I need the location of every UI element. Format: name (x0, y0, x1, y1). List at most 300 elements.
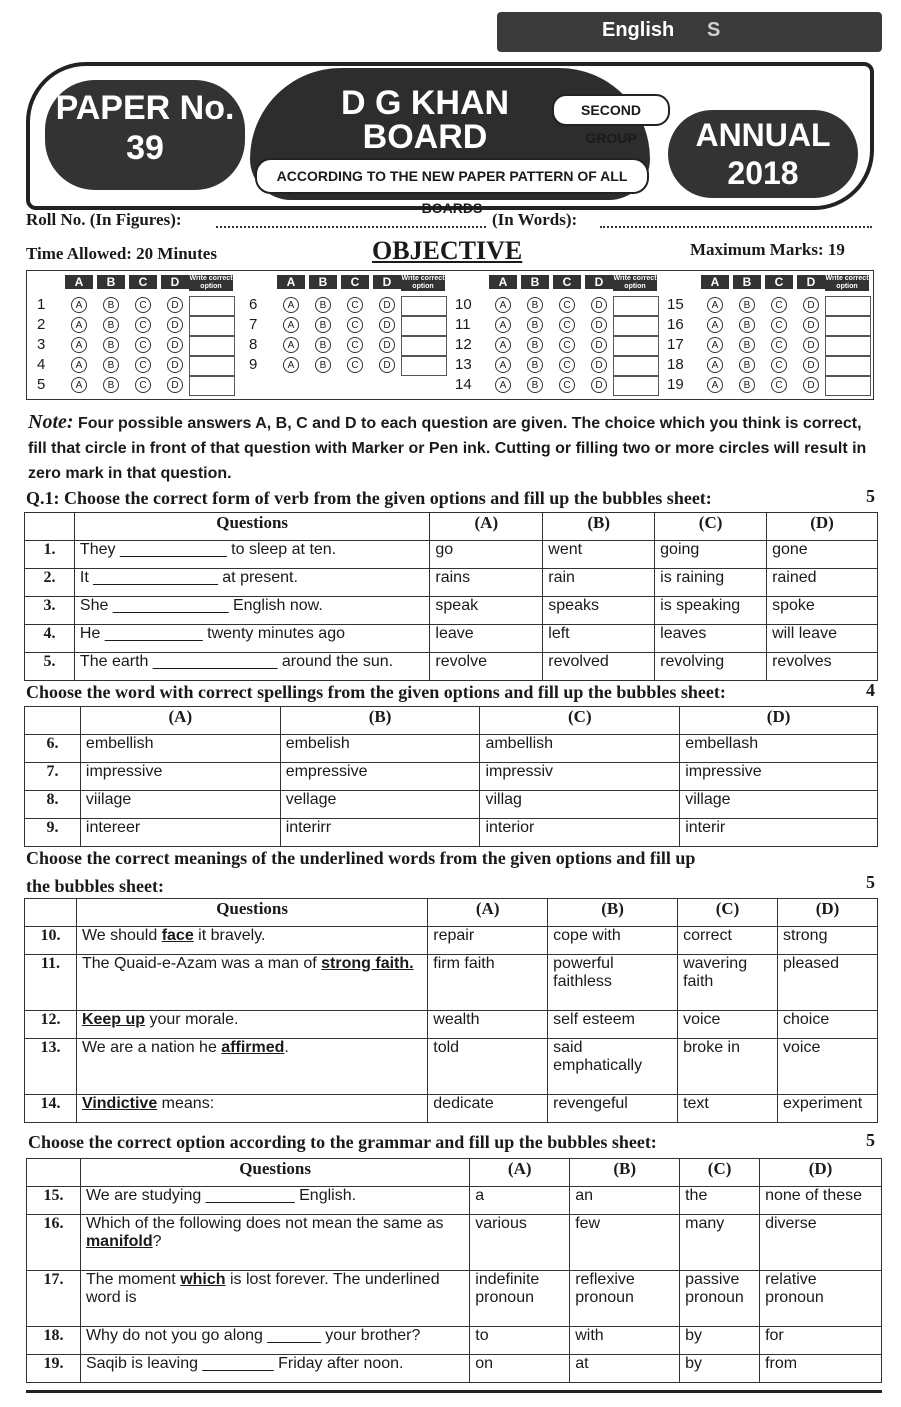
bubble-c[interactable]: C (771, 357, 787, 373)
q1-header-questions: Questions (74, 513, 429, 541)
q2-header-blank (25, 707, 81, 735)
bubble-d[interactable]: D (379, 337, 395, 353)
question-text-post: means: (157, 1095, 215, 1112)
bubble-b[interactable]: B (103, 297, 119, 313)
write-option-header: Write correct option (825, 275, 869, 290)
bubble-header-d: D (373, 275, 401, 289)
bubble-question-number: 18 (667, 356, 684, 373)
bubble-d[interactable]: D (591, 297, 607, 313)
underlined-word: Vindictive (81, 1095, 158, 1112)
question-number: 11. (25, 955, 77, 1011)
annual-label: ANNUAL (695, 117, 831, 153)
question-number: 3. (25, 597, 75, 625)
q2-heading: Choose the word with correct spellings from the given options and fill up the bubbles sheet: (26, 682, 726, 702)
bubble-b[interactable]: B (739, 337, 755, 353)
q1-header-b: (B) (543, 513, 655, 541)
bubble-b[interactable]: B (527, 297, 543, 313)
option-b: said emphatically (548, 1039, 678, 1095)
option-a: embellish (80, 735, 280, 763)
table-row (25, 763, 878, 791)
bubble-group (663, 271, 873, 399)
in-words-label: (In Words): (492, 210, 578, 229)
question-text-post: . (284, 1039, 289, 1056)
option-b: powerful faithless (548, 955, 678, 1011)
bubble-c[interactable]: C (559, 357, 575, 373)
bubble-a[interactable]: A (71, 377, 87, 393)
bubble-d[interactable]: D (803, 297, 819, 313)
q4-marks: 5 (866, 1130, 875, 1150)
write-option-box[interactable] (189, 316, 235, 336)
underlined-word: Keep up (81, 1011, 146, 1028)
bubble-d[interactable]: D (167, 357, 183, 373)
question-text (76, 927, 427, 955)
bubble-b[interactable]: B (739, 377, 755, 393)
write-option-box[interactable] (613, 376, 659, 396)
q4-table (26, 1158, 882, 1383)
bubble-b[interactable]: B (315, 337, 331, 353)
option-d: strong (778, 927, 878, 955)
write-option-box[interactable] (189, 356, 235, 376)
board-name (290, 86, 560, 154)
option-b: at (570, 1355, 680, 1383)
bubble-d[interactable]: D (803, 337, 819, 353)
question-number: 17. (27, 1271, 81, 1327)
question-text (76, 1011, 427, 1039)
option-b: interirr (280, 819, 480, 847)
question-text-main: It ______________ at present. (79, 569, 298, 586)
option-a: go (430, 541, 543, 569)
bubble-d[interactable]: D (591, 337, 607, 353)
bubble-group (239, 271, 449, 399)
bubble-header-c: C (553, 275, 581, 289)
bubble-question-number: 16 (667, 316, 684, 333)
write-option-box[interactable] (401, 336, 447, 356)
write-option-box[interactable] (613, 316, 659, 336)
write-option-header: Write correct option (613, 275, 657, 290)
bubble-c[interactable]: C (559, 317, 575, 333)
question-number: 10. (25, 927, 77, 955)
bubble-d[interactable]: D (803, 357, 819, 373)
q2-header-c: (C) (480, 707, 680, 735)
option-c: passive pronoun (680, 1271, 760, 1327)
question-text (74, 569, 429, 597)
bubble-c[interactable]: C (135, 377, 151, 393)
table-row (25, 735, 878, 763)
option-b: with (570, 1327, 680, 1355)
bubble-c[interactable]: C (559, 297, 575, 313)
bubble-d[interactable]: D (591, 317, 607, 333)
year-label: 2018 (727, 155, 799, 191)
option-d: none of these (760, 1187, 882, 1215)
bubble-c[interactable]: C (347, 317, 363, 333)
bubble-c[interactable]: C (771, 377, 787, 393)
table-row (27, 1187, 882, 1215)
table-row (25, 1039, 878, 1095)
bubble-sheet (26, 270, 874, 400)
q2-header-b: (B) (280, 707, 480, 735)
option-a: viilage (80, 791, 280, 819)
option-c: broke in (678, 1039, 778, 1095)
bubble-a[interactable]: A (71, 337, 87, 353)
option-d: experiment (778, 1095, 878, 1123)
q2-header-a: (A) (80, 707, 280, 735)
paper-no-label: PAPER No. (55, 89, 235, 127)
question-number: 9. (25, 819, 81, 847)
q3-heading-line-2: the bubbles sheet: (26, 876, 165, 896)
bubble-a[interactable]: A (495, 297, 511, 313)
bubble-b[interactable]: B (315, 357, 331, 373)
write-option-box[interactable] (401, 296, 447, 316)
bubble-question-number: 10 (455, 296, 472, 313)
option-b: cope with (548, 927, 678, 955)
q2-table (24, 706, 878, 847)
table-row (25, 1011, 878, 1039)
question-text-main: The earth ______________ around the sun. (79, 653, 394, 670)
option-a: dedicate (428, 1095, 548, 1123)
bubble-a[interactable]: A (707, 377, 723, 393)
time-allowed: Time Allowed: 20 Minutes (26, 244, 217, 263)
question-number: 2. (25, 569, 75, 597)
q3-header-b: (B) (548, 899, 678, 927)
write-option-box[interactable] (613, 336, 659, 356)
write-option-box[interactable] (401, 316, 447, 336)
bubble-b[interactable]: B (527, 317, 543, 333)
q2-header-d: (D) (680, 707, 878, 735)
question-text (76, 1095, 427, 1123)
bubble-question-number: 15 (667, 296, 684, 313)
question-number: 16. (27, 1215, 81, 1271)
option-c: villag (480, 791, 680, 819)
option-a: indefinite pronoun (470, 1271, 570, 1327)
option-c: text (678, 1095, 778, 1123)
bubble-c[interactable]: C (559, 377, 575, 393)
q3-header-questions: Questions (76, 899, 427, 927)
bubble-question-number: 9 (249, 356, 258, 373)
bubble-a[interactable]: A (283, 317, 299, 333)
bubble-b[interactable]: B (527, 377, 543, 393)
subject-tag (497, 12, 882, 52)
question-text (74, 653, 429, 681)
roll-no-figures-field[interactable] (216, 216, 486, 228)
board-line-2: BOARD (362, 118, 488, 156)
table-row (25, 597, 878, 625)
bubble-d[interactable]: D (167, 377, 183, 393)
question-text-main: He ___________ twenty minutes ago (79, 625, 345, 642)
q1-header-d: (D) (767, 513, 878, 541)
bubble-question-number: 5 (37, 376, 46, 393)
question-text-pre: We are a nation he (81, 1039, 222, 1056)
bubble-a[interactable]: A (283, 297, 299, 313)
q3-header-a: (A) (428, 899, 548, 927)
bubble-a[interactable]: A (495, 357, 511, 373)
bubble-group (27, 271, 237, 399)
option-d: will leave (767, 625, 878, 653)
in-words-field[interactable] (600, 216, 872, 228)
bubble-a[interactable]: A (283, 337, 299, 353)
option-c: correct (678, 927, 778, 955)
option-a: a (470, 1187, 570, 1215)
underlined-word: strong faith. (321, 955, 414, 972)
bubble-question-number: 7 (249, 316, 258, 333)
question-number: 19. (27, 1355, 81, 1383)
bubble-question-number: 3 (37, 336, 46, 353)
question-number: 5. (25, 653, 75, 681)
option-c: impressiv (480, 763, 680, 791)
option-a: impressive (80, 763, 280, 791)
bubble-d[interactable]: D (803, 317, 819, 333)
option-c: voice (678, 1011, 778, 1039)
bubble-b[interactable]: B (103, 317, 119, 333)
table-row (25, 819, 878, 847)
option-c: by (680, 1355, 760, 1383)
question-text (76, 1039, 427, 1095)
option-d: gone (767, 541, 878, 569)
bubble-c[interactable]: C (771, 337, 787, 353)
bubble-d[interactable]: D (167, 297, 183, 313)
bubble-header-a: A (701, 275, 729, 289)
q4-header-a: (A) (470, 1159, 570, 1187)
option-a: speak (430, 597, 543, 625)
option-a: to (470, 1327, 570, 1355)
bubble-question-number: 19 (667, 376, 684, 393)
bubble-c[interactable]: C (135, 357, 151, 373)
underlined-word: manifold (85, 1233, 153, 1250)
bubble-b[interactable]: B (103, 337, 119, 353)
question-number: 8. (25, 791, 81, 819)
bubble-b[interactable]: B (315, 317, 331, 333)
bubble-a[interactable]: A (71, 317, 87, 333)
question-text-post: it bravely. (193, 927, 266, 944)
paper-number-badge (45, 80, 245, 190)
bubble-d[interactable]: D (167, 317, 183, 333)
table-row (25, 569, 878, 597)
bubble-c[interactable]: C (559, 337, 575, 353)
bubble-d[interactable]: D (379, 357, 395, 373)
bubble-d[interactable]: D (591, 357, 607, 373)
bubble-c[interactable]: C (347, 297, 363, 313)
q3-header-c: (C) (678, 899, 778, 927)
write-option-box[interactable] (613, 296, 659, 316)
bottom-rule (26, 1390, 882, 1393)
write-option-box[interactable] (825, 336, 871, 356)
table-row (27, 1271, 882, 1327)
option-c: leaves (655, 625, 767, 653)
q4-header-blank (27, 1159, 81, 1187)
write-option-box[interactable] (825, 356, 871, 376)
q1-header-c: (C) (655, 513, 767, 541)
question-number: 7. (25, 763, 81, 791)
option-a: revolve (430, 653, 543, 681)
option-d: relative pronoun (760, 1271, 882, 1327)
table-row (25, 1095, 878, 1123)
bubble-question-number: 14 (455, 376, 472, 393)
question-text-pre: We should (81, 927, 162, 944)
question-text (74, 541, 429, 569)
q3-table (24, 898, 878, 1123)
option-b: went (543, 541, 655, 569)
write-option-box[interactable] (825, 296, 871, 316)
write-option-header: Write correct option (401, 275, 445, 290)
bubble-c[interactable]: C (135, 317, 151, 333)
question-text (80, 1355, 469, 1383)
option-a: wealth (428, 1011, 548, 1039)
bubble-c[interactable]: C (135, 297, 151, 313)
question-text (80, 1215, 469, 1271)
question-text (76, 955, 427, 1011)
option-a: various (470, 1215, 570, 1271)
bubble-question-number: 17 (667, 336, 684, 353)
q4-heading: Choose the correct option according to the grammar and fill up the bubbles sheet: (28, 1132, 657, 1152)
option-a: leave (430, 625, 543, 653)
bubble-c[interactable]: C (347, 337, 363, 353)
q3-marks: 5 (866, 872, 875, 892)
pattern-label: ACCORDING TO THE NEW PAPER PATTERN OF ALL BOARDS (255, 158, 649, 194)
bubble-header-a: A (489, 275, 517, 289)
question-text-pre: Which of the following does not mean the same as (85, 1215, 444, 1232)
table-row (25, 541, 878, 569)
question-text-post: your morale. (145, 1011, 239, 1028)
write-option-box[interactable] (613, 356, 659, 376)
question-text-main: She _____________ English now. (79, 597, 323, 614)
question-text-post: ? (152, 1233, 162, 1250)
underlined-word: affirmed (221, 1039, 285, 1056)
option-c: revolving (655, 653, 767, 681)
bubble-header-d: D (161, 275, 189, 289)
bubble-d[interactable]: D (379, 317, 395, 333)
bubble-b[interactable]: B (739, 357, 755, 373)
option-d: from (760, 1355, 882, 1383)
bubble-b[interactable]: B (103, 357, 119, 373)
bubble-d[interactable]: D (167, 337, 183, 353)
bubble-b[interactable]: B (103, 377, 119, 393)
table-row (25, 927, 878, 955)
bubble-question-number: 4 (37, 356, 46, 373)
option-b: reflexive pronoun (570, 1271, 680, 1327)
table-row (25, 955, 878, 1011)
bubble-header-b: B (309, 275, 337, 289)
write-option-header: Write correct option (189, 275, 233, 290)
option-c: ambellish (480, 735, 680, 763)
roll-no-figures-label: Roll No. (In Figures): (26, 210, 182, 229)
option-b: rain (543, 569, 655, 597)
bubble-d[interactable]: D (591, 377, 607, 393)
bubble-c[interactable]: C (135, 337, 151, 353)
question-text (74, 625, 429, 653)
bubble-header-d: D (797, 275, 825, 289)
bubble-header-c: C (129, 275, 157, 289)
option-a: repair (428, 927, 548, 955)
question-number: 14. (25, 1095, 77, 1123)
option-b: left (543, 625, 655, 653)
bubble-question-number: 12 (455, 336, 472, 353)
bubble-a[interactable]: A (495, 377, 511, 393)
question-number: 12. (25, 1011, 77, 1039)
q3-header-d: (D) (778, 899, 878, 927)
write-option-box[interactable] (825, 376, 871, 396)
bubble-question-number: 11 (455, 316, 471, 333)
q4-header-b: (B) (570, 1159, 680, 1187)
annual-badge (668, 110, 858, 198)
bubble-a[interactable]: A (495, 337, 511, 353)
write-option-box[interactable] (825, 316, 871, 336)
option-d: spoke (767, 597, 878, 625)
option-d: interir (680, 819, 878, 847)
bubble-a[interactable]: A (495, 317, 511, 333)
q4-header-c: (C) (680, 1159, 760, 1187)
option-d: pleased (778, 955, 878, 1011)
bubble-d[interactable]: D (379, 297, 395, 313)
write-option-box[interactable] (401, 356, 447, 376)
question-text (74, 597, 429, 625)
board-line-1: D G KHAN (340, 84, 510, 122)
option-d: diverse (760, 1215, 882, 1271)
write-option-box[interactable] (189, 296, 235, 316)
write-option-box[interactable] (189, 376, 235, 396)
option-b: an (570, 1187, 680, 1215)
bubble-b[interactable]: B (527, 337, 543, 353)
option-c: wavering faith (678, 955, 778, 1011)
option-d: impressive (680, 763, 878, 791)
objective-title: OBJECTIVE (372, 236, 523, 265)
bubble-c[interactable]: C (771, 297, 787, 313)
option-a: firm faith (428, 955, 548, 1011)
note-block (28, 410, 873, 486)
option-c: is raining (655, 569, 767, 597)
bubble-a[interactable]: A (707, 297, 723, 313)
bubble-a[interactable]: A (707, 337, 723, 353)
option-b: revengeful (548, 1095, 678, 1123)
q4-header-d: (D) (760, 1159, 882, 1187)
write-option-box[interactable] (189, 336, 235, 356)
question-text-pre: Saqib is leaving ________ Friday after noon. (85, 1355, 404, 1372)
option-a: rains (430, 569, 543, 597)
bubble-b[interactable]: B (739, 297, 755, 313)
bubble-question-number: 1 (37, 296, 46, 313)
option-d: for (760, 1327, 882, 1355)
bubble-a[interactable]: A (707, 317, 723, 333)
bubble-c[interactable]: C (771, 317, 787, 333)
q1-marks: 5 (866, 486, 875, 506)
option-a: told (428, 1039, 548, 1095)
bubble-header-d: D (585, 275, 613, 289)
table-row (27, 1327, 882, 1355)
question-text (80, 1271, 469, 1327)
bubble-a[interactable]: A (71, 357, 87, 373)
option-b: self esteem (548, 1011, 678, 1039)
bubble-d[interactable]: D (803, 377, 819, 393)
bubble-a[interactable]: A (707, 357, 723, 373)
option-c: is speaking (655, 597, 767, 625)
question-text (80, 1187, 469, 1215)
bubble-b[interactable]: B (315, 297, 331, 313)
bubble-b[interactable]: B (527, 357, 543, 373)
option-d: embellash (680, 735, 878, 763)
paper-no-value: 39 (126, 129, 164, 167)
bubble-c[interactable]: C (347, 357, 363, 373)
bubble-question-number: 2 (37, 316, 46, 333)
underlined-word: face (161, 927, 194, 944)
q2-marks: 4 (866, 680, 875, 700)
bubble-header-b: B (521, 275, 549, 289)
bubble-a[interactable]: A (71, 297, 87, 313)
bubble-a[interactable]: A (283, 357, 299, 373)
option-c: the (680, 1187, 760, 1215)
bubble-b[interactable]: B (739, 317, 755, 333)
q4-header-questions: Questions (80, 1159, 469, 1187)
option-b: speaks (543, 597, 655, 625)
bubble-question-number: 6 (249, 296, 258, 313)
question-number: 4. (25, 625, 75, 653)
